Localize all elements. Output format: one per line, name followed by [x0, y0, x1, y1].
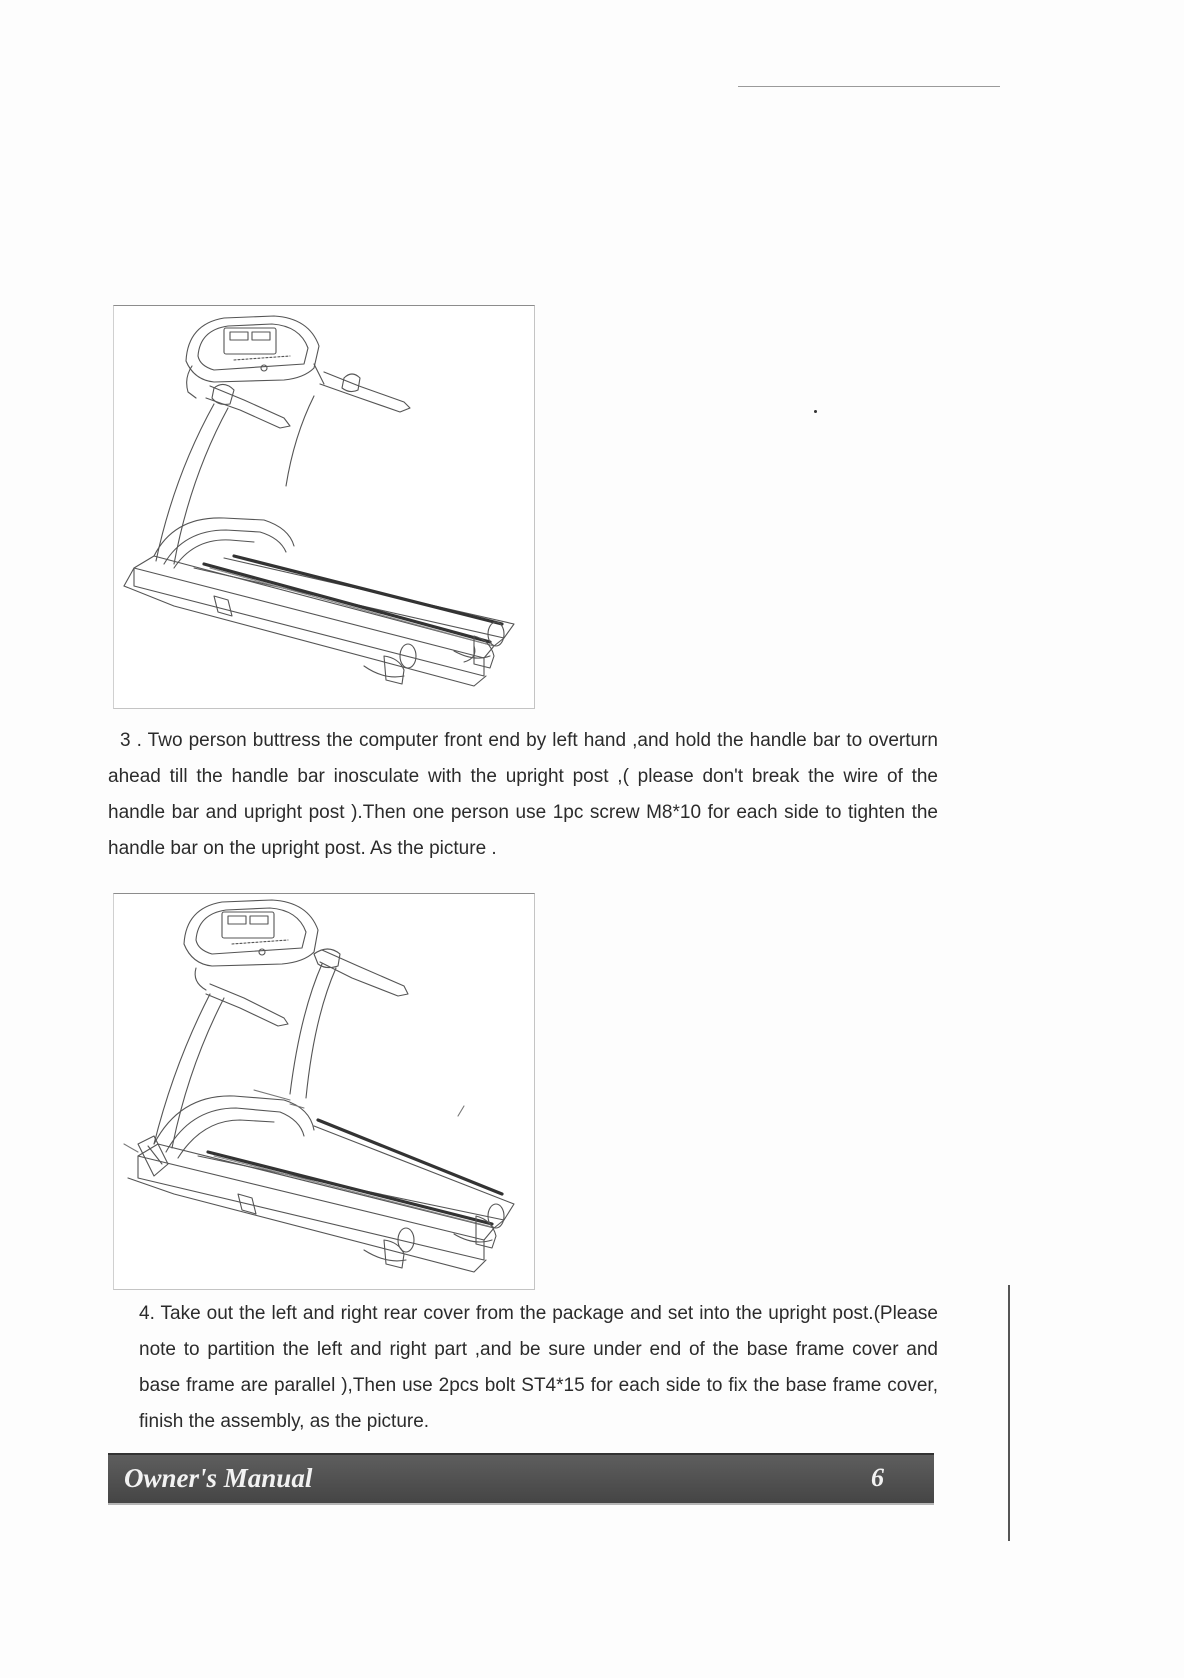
header-rule	[738, 86, 1000, 87]
manual-title: Owner's Manual	[124, 1463, 313, 1493]
step-4-instruction: 4. Take out the left and right rear cover from the package and set into the upright post.(Please note to partition the left and right part ,and be sure under end of the base frame cover and base frame are parallel ),Then use 2pcs bolt ST4*15 for each side to fix the base frame cover, finish the assembly, as the picture.	[139, 1303, 938, 1432]
treadmill-illustration-1	[114, 306, 534, 708]
scan-speck	[814, 410, 817, 413]
figure-handlebar-fixed	[113, 893, 535, 1290]
figure-handlebar-overturn	[113, 305, 535, 709]
margin-rule	[1008, 1285, 1010, 1541]
treadmill-illustration-2	[114, 894, 534, 1289]
step-3-instruction: 3 . Two person buttress the computer front end by left hand ,and hold the handle bar to overturn ahead till the handle bar inosculate with the upright post ,( please don't break the wire of the handle bar and upright post ).Then one person use 1pc screw M8*10 for each side to tighten the handle bar on the upright post. As the picture .	[108, 730, 938, 859]
page-number: 6	[871, 1463, 884, 1492]
footer-bar	[108, 1453, 934, 1505]
